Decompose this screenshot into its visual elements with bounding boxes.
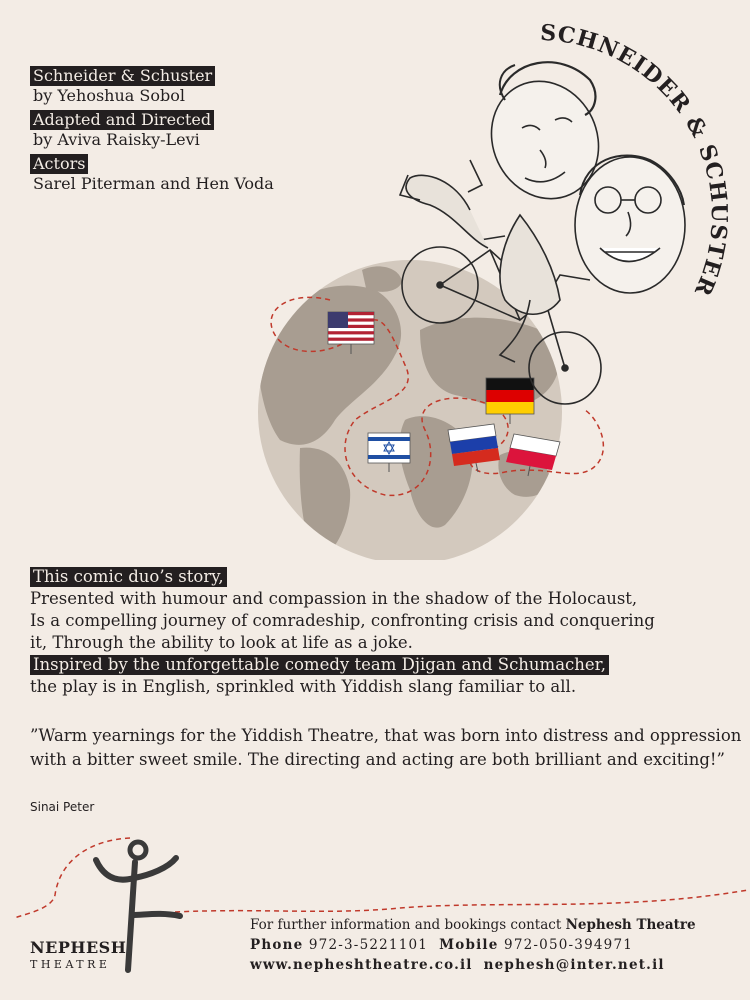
story-line-3: it, Through the ability to look at life as a joke. — [30, 633, 413, 652]
email-link[interactable]: nephesh@inter.net.il — [483, 957, 665, 973]
curved-title: SCHNEIDER & SCHUSTER — [539, 19, 732, 301]
actors-label: Actors — [30, 154, 88, 174]
author: by Yehoshua Sobol — [33, 86, 185, 105]
play-title: Schneider & Schuster — [30, 66, 215, 86]
logo-name: NEPHESH — [30, 938, 127, 957]
story-block — [30, 566, 745, 698]
contact-block — [250, 915, 696, 975]
story-line-4: the play is in English, sprinkled with Yiddish slang familiar to all. — [30, 677, 577, 696]
story-line-2: Is a compelling journey of comradeship, confronting crisis and conquering — [30, 611, 655, 630]
contact-intro: For further information and bookings contact — [250, 917, 566, 933]
actors: Sarel Piterman and Hen Voda — [33, 174, 274, 193]
mobile-label: Mobile — [439, 937, 499, 953]
review-quote: ”Warm yearnings for the Yiddish Theatre, that was born into distress and oppression with a bitter sweet smile. The directing and acting are both brilliant and exciting!” — [30, 726, 742, 769]
phone-label: Phone — [250, 937, 304, 953]
director: by Aviva Raisky-Levi — [33, 130, 200, 149]
quote-attribution: Sinai Peter — [30, 800, 95, 814]
website-link[interactable]: www.nepheshtheatre.co.il — [250, 957, 473, 973]
story-heading: This comic duo’s story, — [30, 567, 227, 587]
logo-subtitle: THEATRE — [30, 958, 111, 971]
contact-theatre: Nephesh Theatre — [565, 917, 696, 933]
story-line-1: Presented with humour and compassion in the shadow of the Holocaust, — [30, 589, 638, 608]
phone-number[interactable]: 972-3-5221101 — [308, 937, 429, 953]
adapted-label: Adapted and Directed — [30, 110, 214, 130]
mobile-number[interactable]: 972-050-394971 — [504, 937, 634, 953]
story-inspired: Inspired by the unforgettable comedy team Djigan and Schumacher, — [30, 655, 609, 675]
